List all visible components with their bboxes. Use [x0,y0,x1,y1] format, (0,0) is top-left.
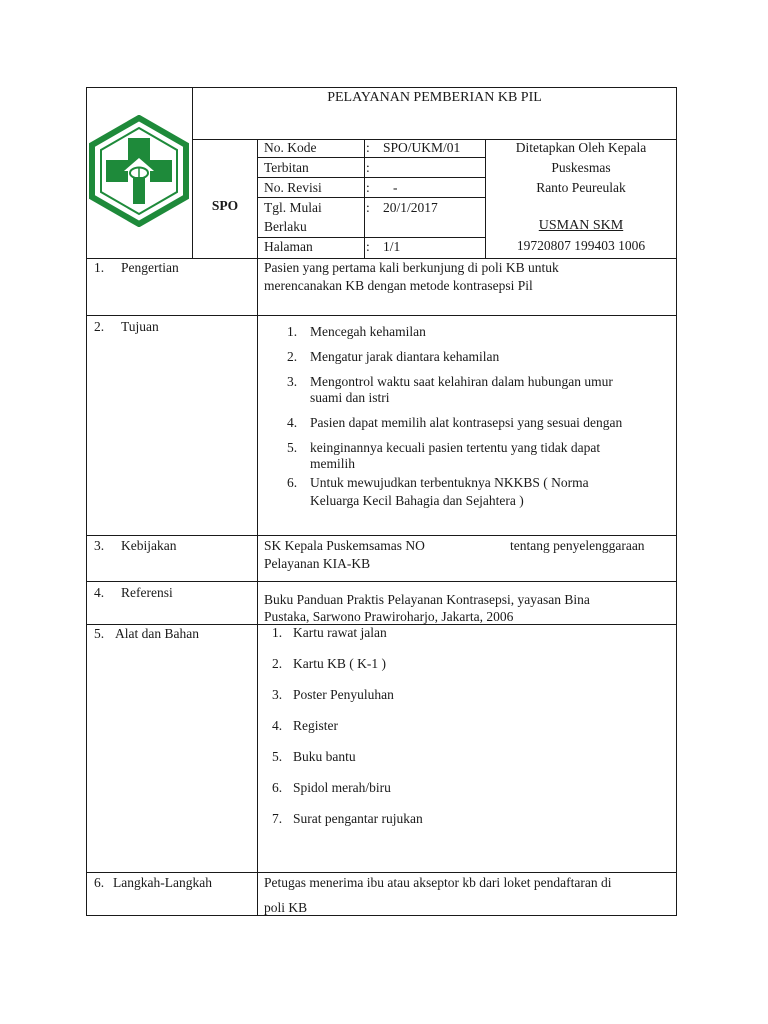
meta-separator: : [366,160,370,175]
content-column-divider [257,139,258,916]
meta-value-halaman: 1/1 [383,239,401,254]
section-divider [86,315,677,316]
kebijakan-text-line: Pelayanan KIA-KB [264,556,371,571]
kebijakan-text-line: SK Kepala Puskemsamas NO [264,538,425,553]
meta-separator: : [366,180,370,195]
langkah-text-line: Petugas menerima ibu atau akseptor kb dari loket pendaftaran di [264,875,612,890]
tujuan-item: 4. Pasien dapat memilih alat kontrasepsi yang sesuai dengan [287,415,623,430]
meta-value-no-kode: SPO/UKM/01 [383,140,461,155]
alat-item: 4. Register [272,718,338,733]
meta-label-halaman: Halaman [264,239,313,254]
referensi-text-line: Buku Panduan Praktis Pelayanan Kontrasepsi, yayasan Bina [264,592,590,607]
pengertian-text-line: Pasien yang pertama kali berkunjung di poli KB untuk [264,260,559,275]
section-number: 2. [94,319,105,334]
alat-item: 5. Buku bantu [272,749,356,764]
tujuan-item: 2. Mengatur jarak diantara kehamilan [287,349,500,364]
table-border-left [86,87,87,916]
section-label-alat-dan-bahan: Alat dan Bahan [115,626,199,641]
meta-label-tgl-mulai: Tgl. Mulai [264,200,322,215]
meta-separator: : [366,140,370,155]
referensi-text-line: Pustaka, Sarwono Prawiroharjo, Jakarta, 2006 [264,609,514,624]
section-label-pengertian: Pengertian [121,260,179,275]
alat-item: 3. Poster Penyuluhan [272,687,394,702]
tujuan-item: 5. keinginannya kecuali pasien tertentu yang tidak dapat memilih [287,440,601,471]
tujuan-list [287,324,622,509]
section-number: 1. [94,260,105,275]
table-border-top [86,87,677,88]
table-border-right [676,87,677,916]
meta-row-divider [257,197,486,198]
meta-row-divider [257,157,486,158]
section-label-tujuan: Tujuan [121,319,159,334]
tujuan-item: 3. Mengontrol waktu saat kelahiran dalam hubungan umur suami dan istri [287,374,613,405]
alat-item: 7. Surat pengantar rujukan [272,811,423,826]
approval-signatory-nip: 19720807 199403 1006 [516,238,646,253]
document-title: PELAYANAN PEMBERIAN KB PIL [327,90,542,105]
header-logo-divider [192,87,193,258]
kebijakan-text-line: tentang penyelenggaraan [510,538,645,553]
section-number: 6. [94,875,105,890]
approval-signatory-name: USMAN SKM [538,218,624,233]
section-label-kebijakan: Kebijakan [121,538,177,553]
meta-label-no-kode: No. Kode [264,140,317,155]
tujuan-item: 6. Untuk mewujudkan terbentuknya NKKBS ( Norma Keluarga Kecil Bahagia dan Sejahtera ) [287,475,589,508]
langkah-text-line: poli KB [264,900,308,915]
alat-item: 6. Spidol merah/biru [272,780,391,795]
section-number: 3. [94,538,105,553]
tujuan-item: 1. Mencegah kehamilan [287,324,426,339]
approval-line-1: Ditetapkan Oleh Kepala [515,140,647,155]
section-number: 4. [94,585,105,600]
approval-line-3: Ranto Peureulak [536,180,626,195]
meta-value-tgl-mulai: 20/1/2017 [383,200,438,215]
meta-label-terbitan: Terbitan [264,160,309,175]
section-divider [86,581,677,582]
section-label-referensi: Referensi [121,585,173,600]
meta-label-no-revisi: No. Revisi [264,180,322,195]
table-border-bottom [86,915,677,916]
meta-row-divider [257,177,486,178]
section-number: 5. [94,626,105,641]
section-label-langkah-langkah: Langkah-Langkah [113,875,212,890]
alat-item: 2. Kartu KB ( K-1 ) [272,656,386,671]
puskesmas-logo-icon [88,115,190,232]
alat-item: 1. Kartu rawat jalan [272,625,387,640]
meta-separator: : [366,239,370,254]
section-divider [86,535,677,536]
spo-label: SPO [211,198,239,213]
pengertian-text-line: merencanakan KB dengan metode kontrasepsi Pil [264,278,533,293]
meta-value-no-revisi: - [393,180,398,195]
approval-line-2: Puskesmas [551,160,611,175]
meta-separator: : [366,200,370,215]
meta-label-berlaku: Berlaku [264,219,307,234]
alat-list [272,625,423,827]
section-divider [86,872,677,873]
